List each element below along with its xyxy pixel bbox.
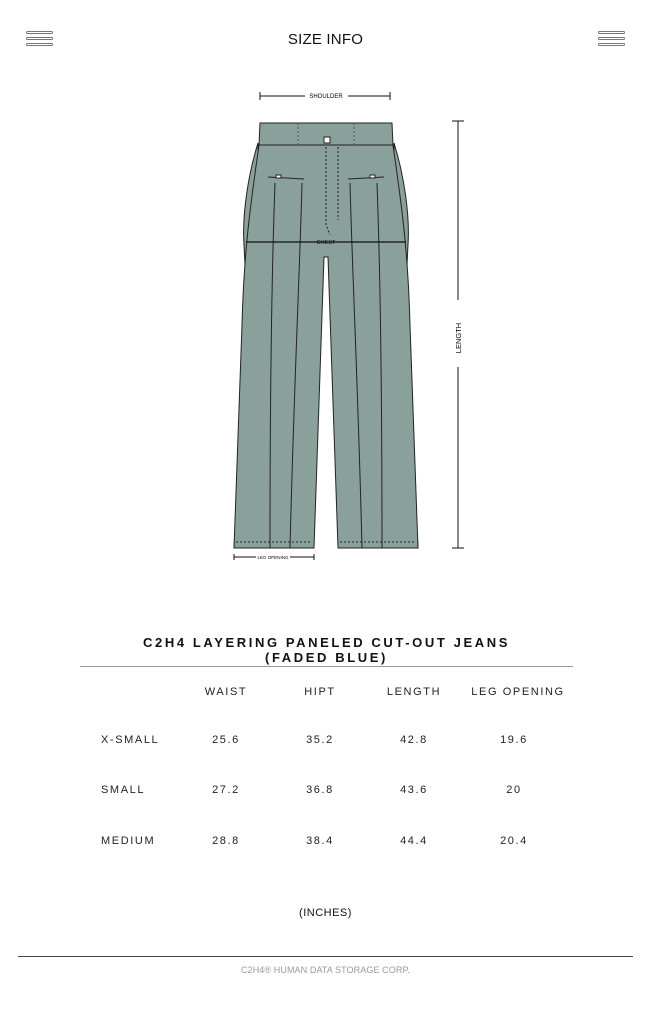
shoulder-label: SHOULDER <box>309 94 343 100</box>
footer-divider <box>18 956 633 957</box>
length-label: LENGTH <box>454 322 463 354</box>
column-header-leg-opening: LEG OPENING <box>471 686 565 698</box>
table-cell: 20.4 <box>500 835 528 847</box>
row-header-x-small: X-SMALL <box>101 734 160 746</box>
table-cell: 43.6 <box>400 784 428 796</box>
footer-text: C2H4® HUMAN DATA STORAGE CORP. <box>241 965 410 975</box>
table-cell: 20 <box>506 784 522 796</box>
length-dimension <box>452 121 464 548</box>
product-name-line2: (FADED BLUE) <box>265 650 388 665</box>
column-header-waist: WAIST <box>204 686 248 698</box>
leg-opening-label: LEG OPENING <box>257 555 289 560</box>
garment-diagram <box>220 85 470 565</box>
product-name-line1: C2H4 LAYERING PANELED CUT-OUT JEANS <box>143 635 510 650</box>
leg-opening-dimension <box>234 554 314 560</box>
jeans-illustration <box>234 123 418 548</box>
column-header-length: LENGTH <box>386 686 442 698</box>
shoulder-dimension <box>260 92 390 100</box>
product-name <box>80 635 573 665</box>
row-header-medium: MEDIUM <box>101 835 156 847</box>
divider <box>80 666 573 667</box>
table-cell: 38.4 <box>306 835 334 847</box>
table-cell: 19.6 <box>500 734 528 746</box>
table-cell: 42.8 <box>400 734 428 746</box>
units-label: (INCHES) <box>299 907 352 919</box>
table-cell: 36.8 <box>306 784 334 796</box>
row-header-small: SMALL <box>101 784 146 796</box>
hamburger-menu-icon[interactable] <box>598 31 625 49</box>
table-cell: 35.2 <box>306 734 334 746</box>
table-cell: 44.4 <box>400 835 428 847</box>
chest-label: CHEST <box>316 240 336 246</box>
page-title: SIZE INFO <box>287 31 364 48</box>
column-header-hipt: HIPT <box>304 686 336 698</box>
table-cell: 28.8 <box>212 835 240 847</box>
table-cell: 25.6 <box>212 734 240 746</box>
table-cell: 27.2 <box>212 784 240 796</box>
